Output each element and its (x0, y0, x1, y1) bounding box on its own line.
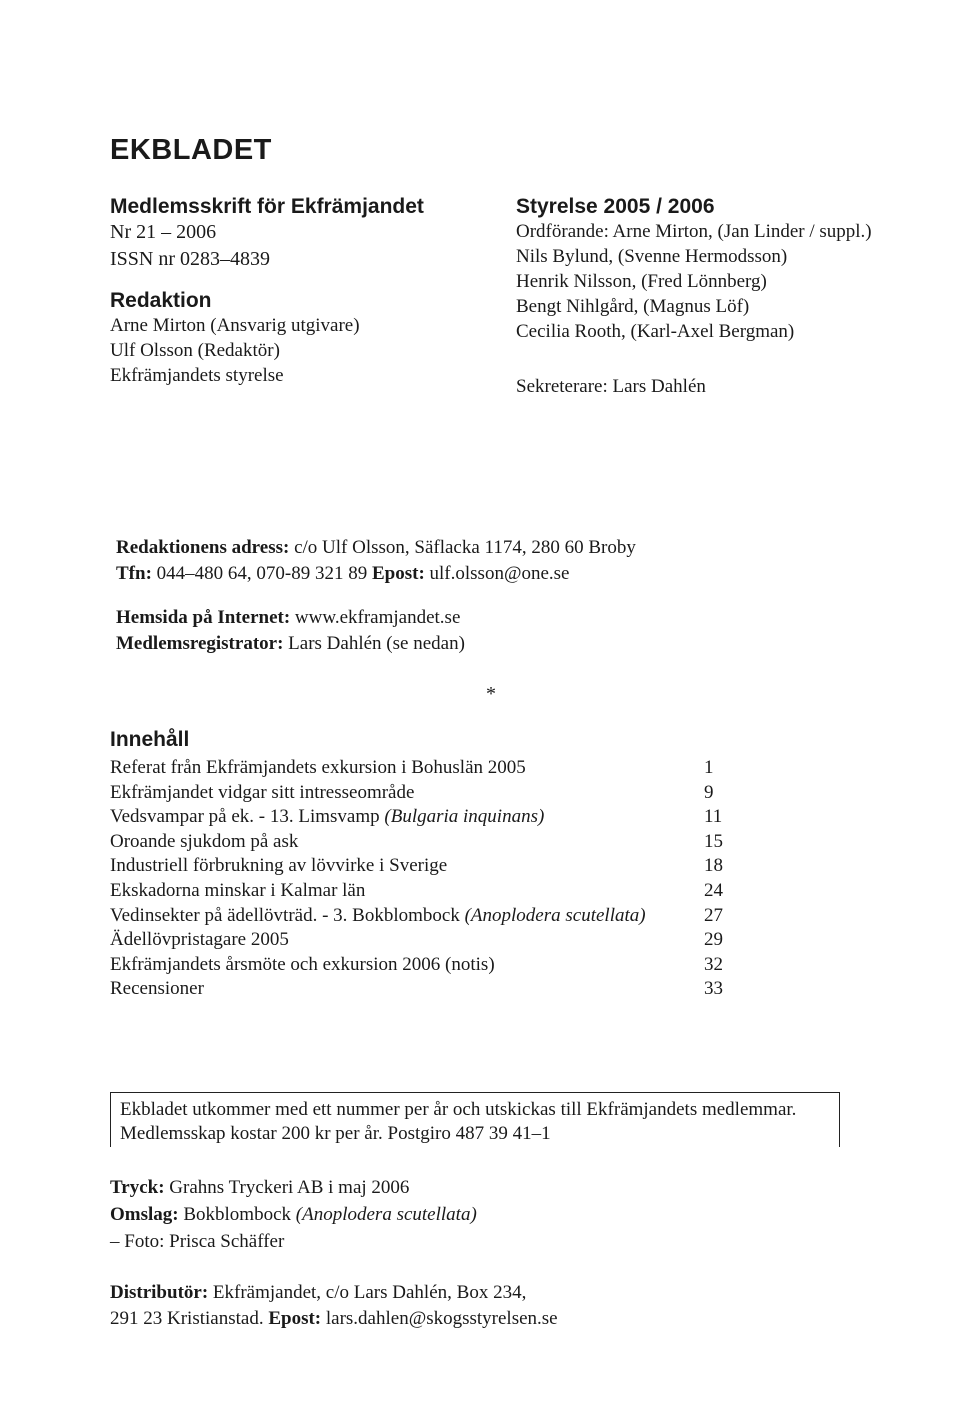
board-member: Ordförande: Arne Mirton, (Jan Linder / suppl.) (516, 221, 872, 242)
toc-item (110, 879, 730, 904)
distributor-label: Distributör: (110, 1282, 209, 1303)
toc-item-title: Ekfrämjandet vidgar sitt intresseområde (110, 781, 415, 803)
photo-credit: – Foto: Prisca Schäffer (110, 1231, 285, 1252)
redaktion-line: Ekfrämjandets styrelse (110, 365, 284, 386)
toc-item (110, 781, 730, 806)
website-line (116, 605, 916, 631)
tryck-line (110, 1174, 810, 1201)
table-of-contents (110, 756, 730, 1002)
toc-item-page: 9 (704, 781, 714, 803)
notice-line: Medlemsskap kostar 200 kr per år. Postgiro 487 39 41–1 (120, 1123, 551, 1144)
phone-label: Tfn: (116, 563, 152, 584)
board-member: Cecilia Rooth, (Karl-Axel Bergman) (516, 321, 795, 342)
toc-item (110, 830, 730, 855)
address-value: c/o Ulf Olsson, Säflacka 1174, 280 60 Broby (294, 537, 636, 558)
toc-item-page: 11 (704, 806, 723, 828)
distributor-value: Ekfrämjandet, c/o Lars Dahlén, Box 234, (212, 1282, 527, 1303)
tryck-label: Tryck: (110, 1177, 165, 1198)
toc-item-title: Ekfrämjandets årsmöte och exkursion 2006 (notis) (110, 953, 495, 975)
toc-item-page: 33 (704, 978, 723, 1000)
phone-line (116, 561, 916, 587)
registrar-line (116, 631, 916, 657)
redaktion-heading: Redaktion (110, 289, 212, 312)
toc-item (110, 904, 730, 929)
toc-item-title: Referat från Ekfrämjandets exkursion i Bohuslän 2005 (110, 757, 526, 778)
registrar-value: Lars Dahlén (se nedan) (288, 633, 465, 654)
toc-item-title: Ekskadorna minskar i Kalmar län (110, 879, 366, 901)
toc-item-italic: (Bulgaria inquinans) (384, 806, 545, 828)
toc-item (110, 928, 730, 953)
print-info (110, 1174, 810, 1255)
toc-item (110, 953, 730, 978)
website-label: Hemsida på Internet: (116, 607, 291, 628)
toc-item (110, 977, 730, 1002)
registrar-label: Medlemsregistrator: (116, 633, 284, 654)
website-value: www.ekframjandet.se (294, 607, 461, 628)
toc-item (110, 756, 730, 781)
board-info (516, 195, 936, 399)
contact-info (116, 535, 916, 657)
omslag-line (110, 1201, 810, 1228)
omslag-label: Omslag: (110, 1204, 179, 1225)
distributor-email: lars.dahlen@skogsstyrelsen.se (325, 1308, 558, 1329)
publication-subtitle: Medlemsskrift för Ekfrämjandet (110, 195, 424, 218)
address-label: Redaktionens adress: (116, 537, 290, 558)
toc-item-page: 27 (704, 904, 723, 926)
notice-line: Ekbladet utkommer med ett nummer per år och utskickas till Ekfrämjandets medlemmar. (120, 1099, 797, 1120)
section-separator: * (486, 683, 496, 705)
toc-item-title: Vedsvampar på ek. - 13. Limsvamp (110, 806, 385, 828)
toc-item-title: Oroande sjukdom på ask (110, 830, 299, 852)
issn: ISSN nr 0283–4839 (110, 248, 271, 270)
secretary: Sekreterare: Lars Dahlén (516, 376, 706, 397)
toc-item-page: 32 (704, 953, 723, 975)
redaktion-line: Ulf Olsson (Redaktör) (110, 340, 280, 361)
tryck-value: Grahns Tryckeri AB i maj 2006 (169, 1177, 410, 1198)
publication-title: EKBLADET (110, 134, 272, 166)
address-line (116, 535, 916, 561)
issue-number: Nr 21 – 2006 (110, 221, 217, 243)
toc-item-title: Recensioner (110, 978, 204, 1000)
toc-item-page: 29 (704, 929, 723, 951)
membership-notice-box (110, 1092, 840, 1147)
toc-item-page: 24 (704, 879, 723, 901)
email-value: ulf.olsson@one.se (429, 563, 570, 584)
distributor-city: 291 23 Kristianstad. (110, 1308, 264, 1329)
distributor-email-label: Epost: (268, 1308, 322, 1329)
toc-item-italic: (Anoplodera scutellata) (464, 904, 646, 926)
omslag-value: Bokblombock (183, 1204, 296, 1225)
redaktion-line: Arne Mirton (Ansvarig utgivare) (110, 315, 360, 336)
styrelse-heading: Styrelse 2005 / 2006 (516, 195, 715, 218)
toc-item-page: 15 (704, 830, 723, 852)
publication-info (110, 195, 500, 388)
distributor-info (110, 1280, 810, 1332)
toc-item-page: 1 (704, 757, 714, 778)
board-member: Henrik Nilsson, (Fred Lönnberg) (516, 271, 767, 292)
email-label: Epost: (371, 563, 425, 584)
toc-item-title: Vedinsekter på ädellövträd. - 3. Bokblombock (110, 904, 465, 926)
toc-item-page: 18 (704, 855, 723, 877)
toc-item (110, 854, 730, 879)
distributor-line-2 (110, 1306, 810, 1332)
board-member: Nils Bylund, (Svenne Hermodsson) (516, 246, 788, 267)
omslag-species: (Anoplodera scutellata) (295, 1204, 477, 1225)
distributor-line (110, 1280, 810, 1306)
toc-item (110, 805, 730, 830)
toc-item-title: Ädellövpristagare 2005 (110, 929, 289, 951)
toc-heading: Innehåll (110, 728, 190, 751)
board-member: Bengt Nihlgård, (Magnus Löf) (516, 296, 750, 317)
phone-value: 044–480 64, 070-89 321 89 (156, 563, 368, 584)
toc-item-title: Industriell förbrukning av lövvirke i Sverige (110, 855, 448, 877)
